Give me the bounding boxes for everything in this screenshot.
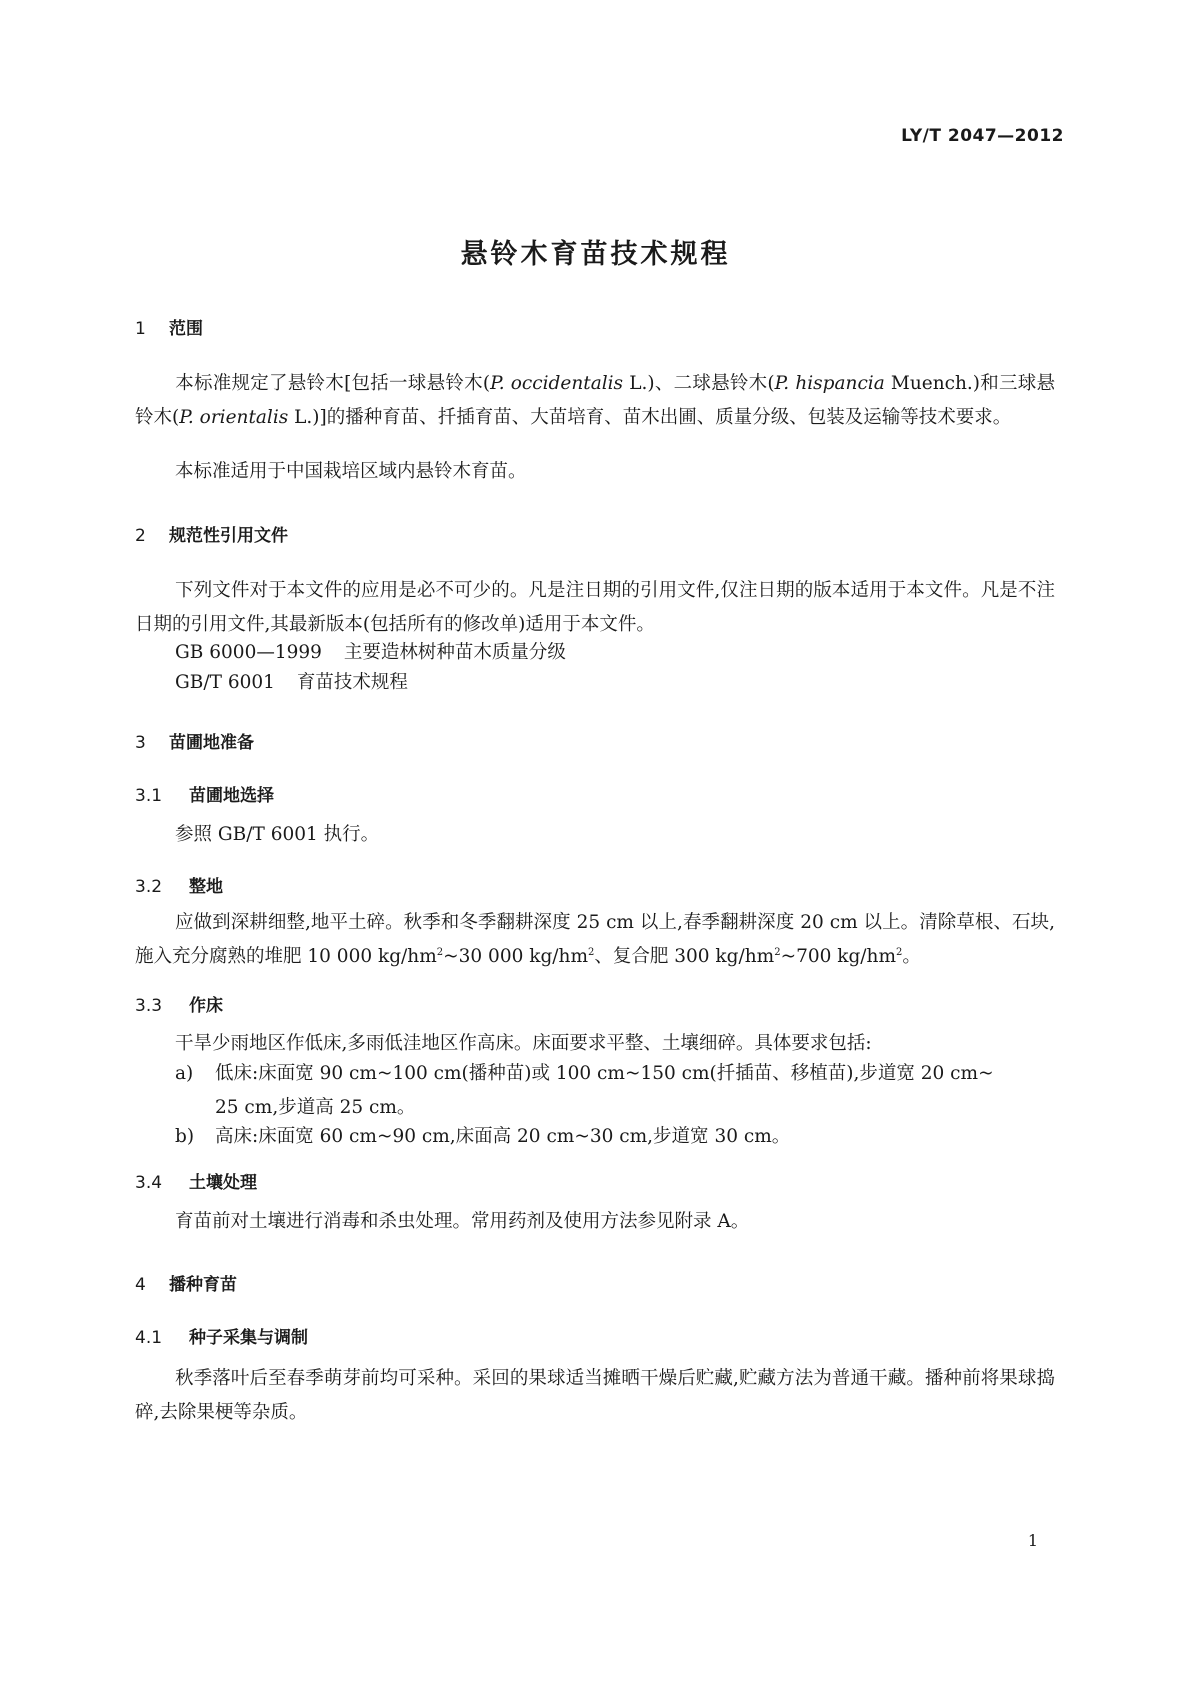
section-3-3-paragraph: 干旱少雨地区作低床,多雨低洼地区作高床。床面要求平整、土壤细碎。具体要求包括:: [175, 1033, 872, 1054]
section-title: 土壤处理: [189, 1173, 257, 1193]
section-4-heading: [135, 1270, 237, 1295]
reference-title: 育苗技术规程: [296, 672, 408, 693]
normative-reference-2: [175, 668, 408, 694]
section-3-1-heading: [135, 781, 274, 806]
species-name: P. orientalis: [179, 407, 289, 428]
section-1-paragraph-2: 本标准适用于中国栽培区域内悬铃木育苗。: [175, 461, 527, 482]
section-number: 4.1: [135, 1328, 163, 1348]
section-title: 种子采集与调制: [189, 1328, 308, 1348]
section-number: 2: [135, 526, 146, 546]
document-title: 悬铃木育苗技术规程: [460, 239, 731, 270]
reference-code: GB/T 6001: [175, 672, 275, 693]
reference-title: 主要造林树种苗木质量分级: [343, 642, 566, 663]
section-3-2-paragraph: 应做到深耕细整,地平土碎。秋季和冬季翻耕深度 25 cm 以上,春季翻耕深度 20 cm 以上。清除草根、石块,施入充分腐熟的堆肥 10 000 $kg/hm^2\sim 30$ 000 $kg/hm^2$、复合肥 300 $kg/hm^2\sim 700$ $kg/hm^2$。: [135, 912, 1055, 967]
reference-code: GB 6000—1999: [175, 642, 322, 663]
section-1-paragraph-1: 本标准规定了悬铃木[包括一球悬铃木(P. occidentalis L.)、二球悬铃木(P. hispancia Muench.)和三球悬铃木(P. orientalis L.)]的播种育苗、扦插育苗、大苗培育、苗木出圃、质量分级、包装及运输等技术要求。: [135, 373, 1056, 428]
section-number: 3.3: [135, 996, 163, 1016]
section-3-2-heading: [135, 872, 223, 897]
section-3-3-heading: [135, 991, 223, 1016]
section-4-1-heading: [135, 1323, 308, 1348]
section-title: 苗圃地选择: [189, 786, 274, 806]
section-title: 规范性引用文件: [169, 526, 288, 546]
section-number: 3.1: [135, 786, 163, 806]
section-title: 苗圃地准备: [169, 733, 254, 753]
section-2-paragraph: 下列文件对于本文件的应用是必不可少的。凡是注日期的引用文件,仅注日期的版本适用于本文件。凡是不注日期的引用文件,其最新版本(包括所有的修改单)适用于本文件。: [135, 580, 1055, 635]
section-number: 3: [135, 733, 146, 753]
section-4-1-paragraph: 秋季落叶后至春季萌芽前均可采种。采回的果球适当摊晒干燥后贮藏,贮藏方法为普通干藏。播种前将果球捣碎,去除果梗等杂质。: [135, 1368, 1055, 1423]
species-name: P. hispancia: [774, 373, 885, 394]
section-number: 1: [135, 319, 146, 339]
section-3-4-heading: [135, 1168, 257, 1193]
list-item-a: a) 低床:床面宽 90 cm~100 cm(播种苗)或 100 cm~150 cm(扦插苗、移植苗),步道宽 20 cm~ 25 cm,步道高 25 cm。: [175, 1057, 1055, 1125]
section-number: 3.4: [135, 1173, 163, 1193]
section-title: 作床: [189, 996, 223, 1016]
section-number: 4: [135, 1275, 146, 1295]
section-3-4-paragraph: 育苗前对土壤进行消毒和杀虫处理。常用药剂及使用方法参见附录 A。: [175, 1211, 750, 1232]
section-title: 整地: [189, 877, 223, 897]
page-number: 1: [1027, 1531, 1038, 1550]
normative-reference-1: [175, 638, 566, 664]
list-item-b: b) 高床:床面宽 60 cm~90 cm,床面高 20 cm~30 cm,步道宽 30 cm。: [175, 1120, 1055, 1154]
list-label: a): [175, 1063, 194, 1084]
section-1-heading: [135, 314, 203, 339]
section-title: 范围: [169, 319, 203, 339]
section-3-heading: [135, 728, 254, 753]
section-number: 3.2: [135, 877, 163, 897]
section-2-heading: [135, 521, 288, 546]
standard-code: LY/T 2047—2012: [901, 126, 1064, 146]
list-label: b): [175, 1126, 195, 1147]
species-name: P. occidentalis: [490, 373, 624, 394]
section-3-1-paragraph: 参照 GB/T 6001 执行。: [175, 824, 380, 845]
section-title: 播种育苗: [169, 1275, 237, 1295]
